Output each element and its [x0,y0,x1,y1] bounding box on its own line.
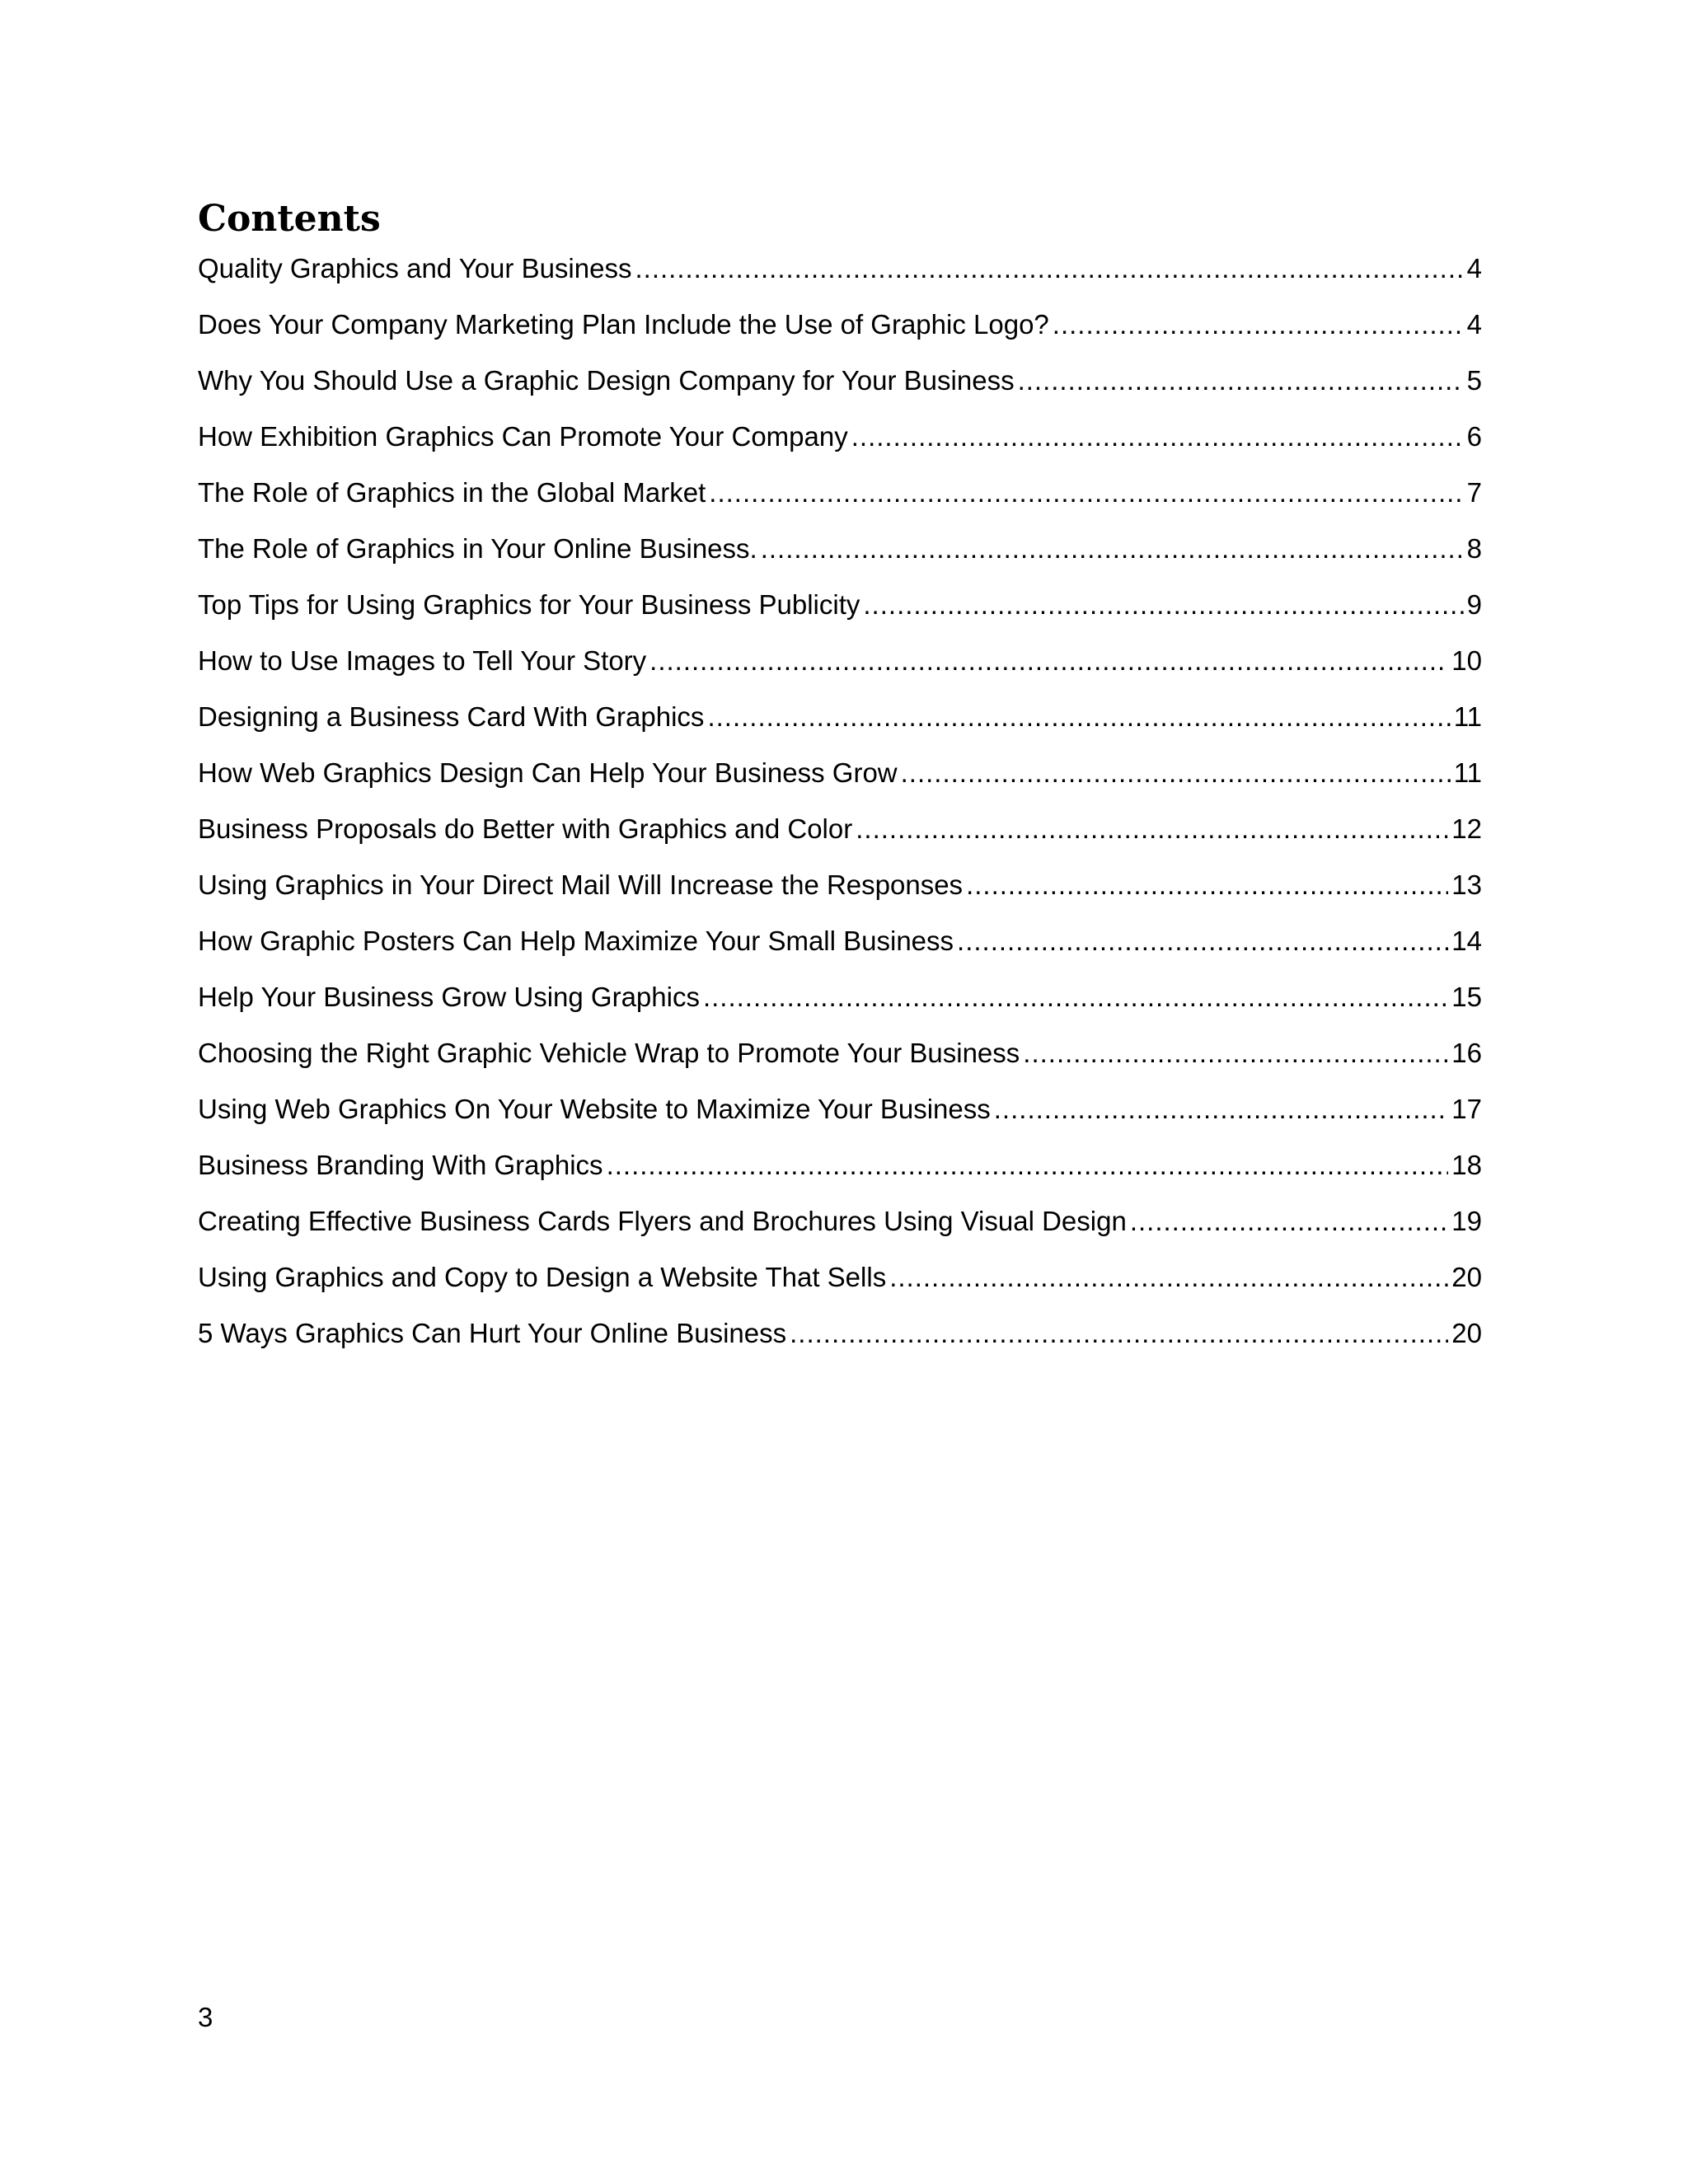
toc-list [198,246,1482,1366]
toc-leader-dots [1130,1198,1448,1244]
toc-entry[interactable] [198,1198,1482,1254]
toc-entry-page[interactable]: 17 [1451,1094,1482,1124]
toc-entry-title[interactable]: Why You Should Use a Graphic Design Company for Your Business [198,365,1015,396]
toc-entry-title[interactable]: How Exhibition Graphics Can Promote Your Company [198,421,848,452]
toc-entry-title[interactable]: Choosing the Right Graphic Vehicle Wrap to Promote Your Business [198,1038,1020,1068]
toc-entry-title[interactable]: How Graphic Posters Can Help Maximize Your Small Business [198,926,954,956]
toc-entry-title[interactable]: How Web Graphics Design Can Help Your Business Grow [198,757,898,788]
toc-entry-page[interactable]: 9 [1466,589,1482,620]
toc-entry-page[interactable]: 4 [1466,309,1482,340]
toc-entry-page[interactable]: 20 [1451,1318,1482,1348]
toc-entry[interactable] [198,638,1482,694]
toc-entry-page[interactable]: 13 [1451,869,1482,900]
toc-leader-dots [790,1310,1448,1357]
toc-entry[interactable] [198,582,1482,638]
toc-entry-title[interactable]: Does Your Company Marketing Plan Include the Use of Graphic Logo? [198,309,1049,340]
toc-entry-page[interactable]: 18 [1451,1150,1482,1180]
toc-entry-title[interactable]: Business Proposals do Better with Graphics and Color [198,813,853,844]
toc-leader-dots [607,1142,1449,1188]
toc-entry[interactable] [198,526,1482,582]
toc-entry-title[interactable]: Quality Graphics and Your Business [198,253,632,284]
toc-entry-title[interactable]: Designing a Business Card With Graphics [198,701,705,732]
toc-entry[interactable] [198,1254,1482,1310]
toc-entry-title[interactable]: Business Branding With Graphics [198,1150,603,1180]
toc-leader-dots [635,246,1463,292]
toc-entry-title[interactable]: 5 Ways Graphics Can Hurt Your Online Business [198,1318,787,1348]
toc-leader-dots [1053,302,1464,348]
toc-entry[interactable] [198,358,1482,414]
toc-leader-dots [966,862,1448,908]
toc-entry-title[interactable]: Using Graphics and Copy to Design a Website That Sells [198,1262,887,1292]
toc-entry-page[interactable]: 8 [1466,533,1482,564]
toc-entry[interactable] [198,1142,1482,1198]
toc-entry-title[interactable]: The Role of Graphics in the Global Market [198,477,706,508]
toc-entry-page[interactable]: 14 [1451,926,1482,956]
toc-leader-dots [1018,358,1464,404]
toc-entry[interactable] [198,862,1482,918]
toc-entry[interactable] [198,414,1482,470]
toc-leader-dots [709,470,1463,516]
toc-entry-page[interactable]: 16 [1451,1038,1482,1068]
toc-entry-title[interactable]: Help Your Business Grow Using Graphics [198,982,700,1012]
toc-entry[interactable] [198,1030,1482,1086]
toc-entry-page[interactable]: 7 [1466,477,1482,508]
toc-entry-title[interactable]: How to Use Images to Tell Your Story [198,645,647,676]
toc-leader-dots [901,750,1451,796]
toc-entry-page[interactable]: 5 [1466,365,1482,396]
toc-entry-title[interactable]: Using Web Graphics On Your Website to Maximize Your Business [198,1094,991,1124]
toc-leader-dots [649,638,1448,684]
toc-entry-page[interactable]: 12 [1451,813,1482,844]
toc-entry[interactable] [198,470,1482,526]
toc-entry[interactable] [198,750,1482,806]
toc-entry-title[interactable]: Top Tips for Using Graphics for Your Business Publicity [198,589,860,620]
toc-entry-page[interactable]: 15 [1451,982,1482,1012]
toc-entry-page[interactable]: 19 [1451,1206,1482,1236]
toc-leader-dots [957,918,1448,964]
toc-entry-page[interactable]: 10 [1451,645,1482,676]
toc-heading: Contents [198,198,381,240]
toc-entry-page[interactable]: 20 [1451,1262,1482,1292]
toc-entry-page[interactable]: 4 [1466,253,1482,284]
toc-leader-dots [707,694,1450,740]
toc-entry-title[interactable]: The Role of Graphics in Your Online Business. [198,533,757,564]
toc-entry[interactable] [198,1086,1482,1142]
toc-leader-dots [1023,1030,1448,1076]
toc-entry-page[interactable]: 11 [1453,701,1482,732]
toc-entry-page[interactable]: 6 [1466,421,1482,452]
page-number: 3 [198,2002,213,2032]
toc-entry[interactable] [198,806,1482,862]
toc-entry[interactable] [198,974,1482,1030]
toc-leader-dots [889,1254,1448,1301]
toc-leader-dots [994,1086,1449,1132]
toc-leader-dots [851,414,1464,460]
toc-leader-dots [856,806,1448,852]
toc-entry[interactable] [198,1310,1482,1366]
toc-entry-page[interactable]: 11 [1453,757,1482,788]
toc-leader-dots [703,974,1448,1020]
toc-entry[interactable] [198,694,1482,750]
toc-entry[interactable] [198,918,1482,974]
toc-leader-dots [863,582,1463,628]
toc-entry-title[interactable]: Creating Effective Business Cards Flyers and Brochures Using Visual Design [198,1206,1127,1236]
toc-leader-dots [761,526,1464,572]
toc-entry[interactable] [198,302,1482,358]
toc-entry-title[interactable]: Using Graphics in Your Direct Mail Will Increase the Responses [198,869,964,900]
toc-entry[interactable] [198,246,1482,302]
